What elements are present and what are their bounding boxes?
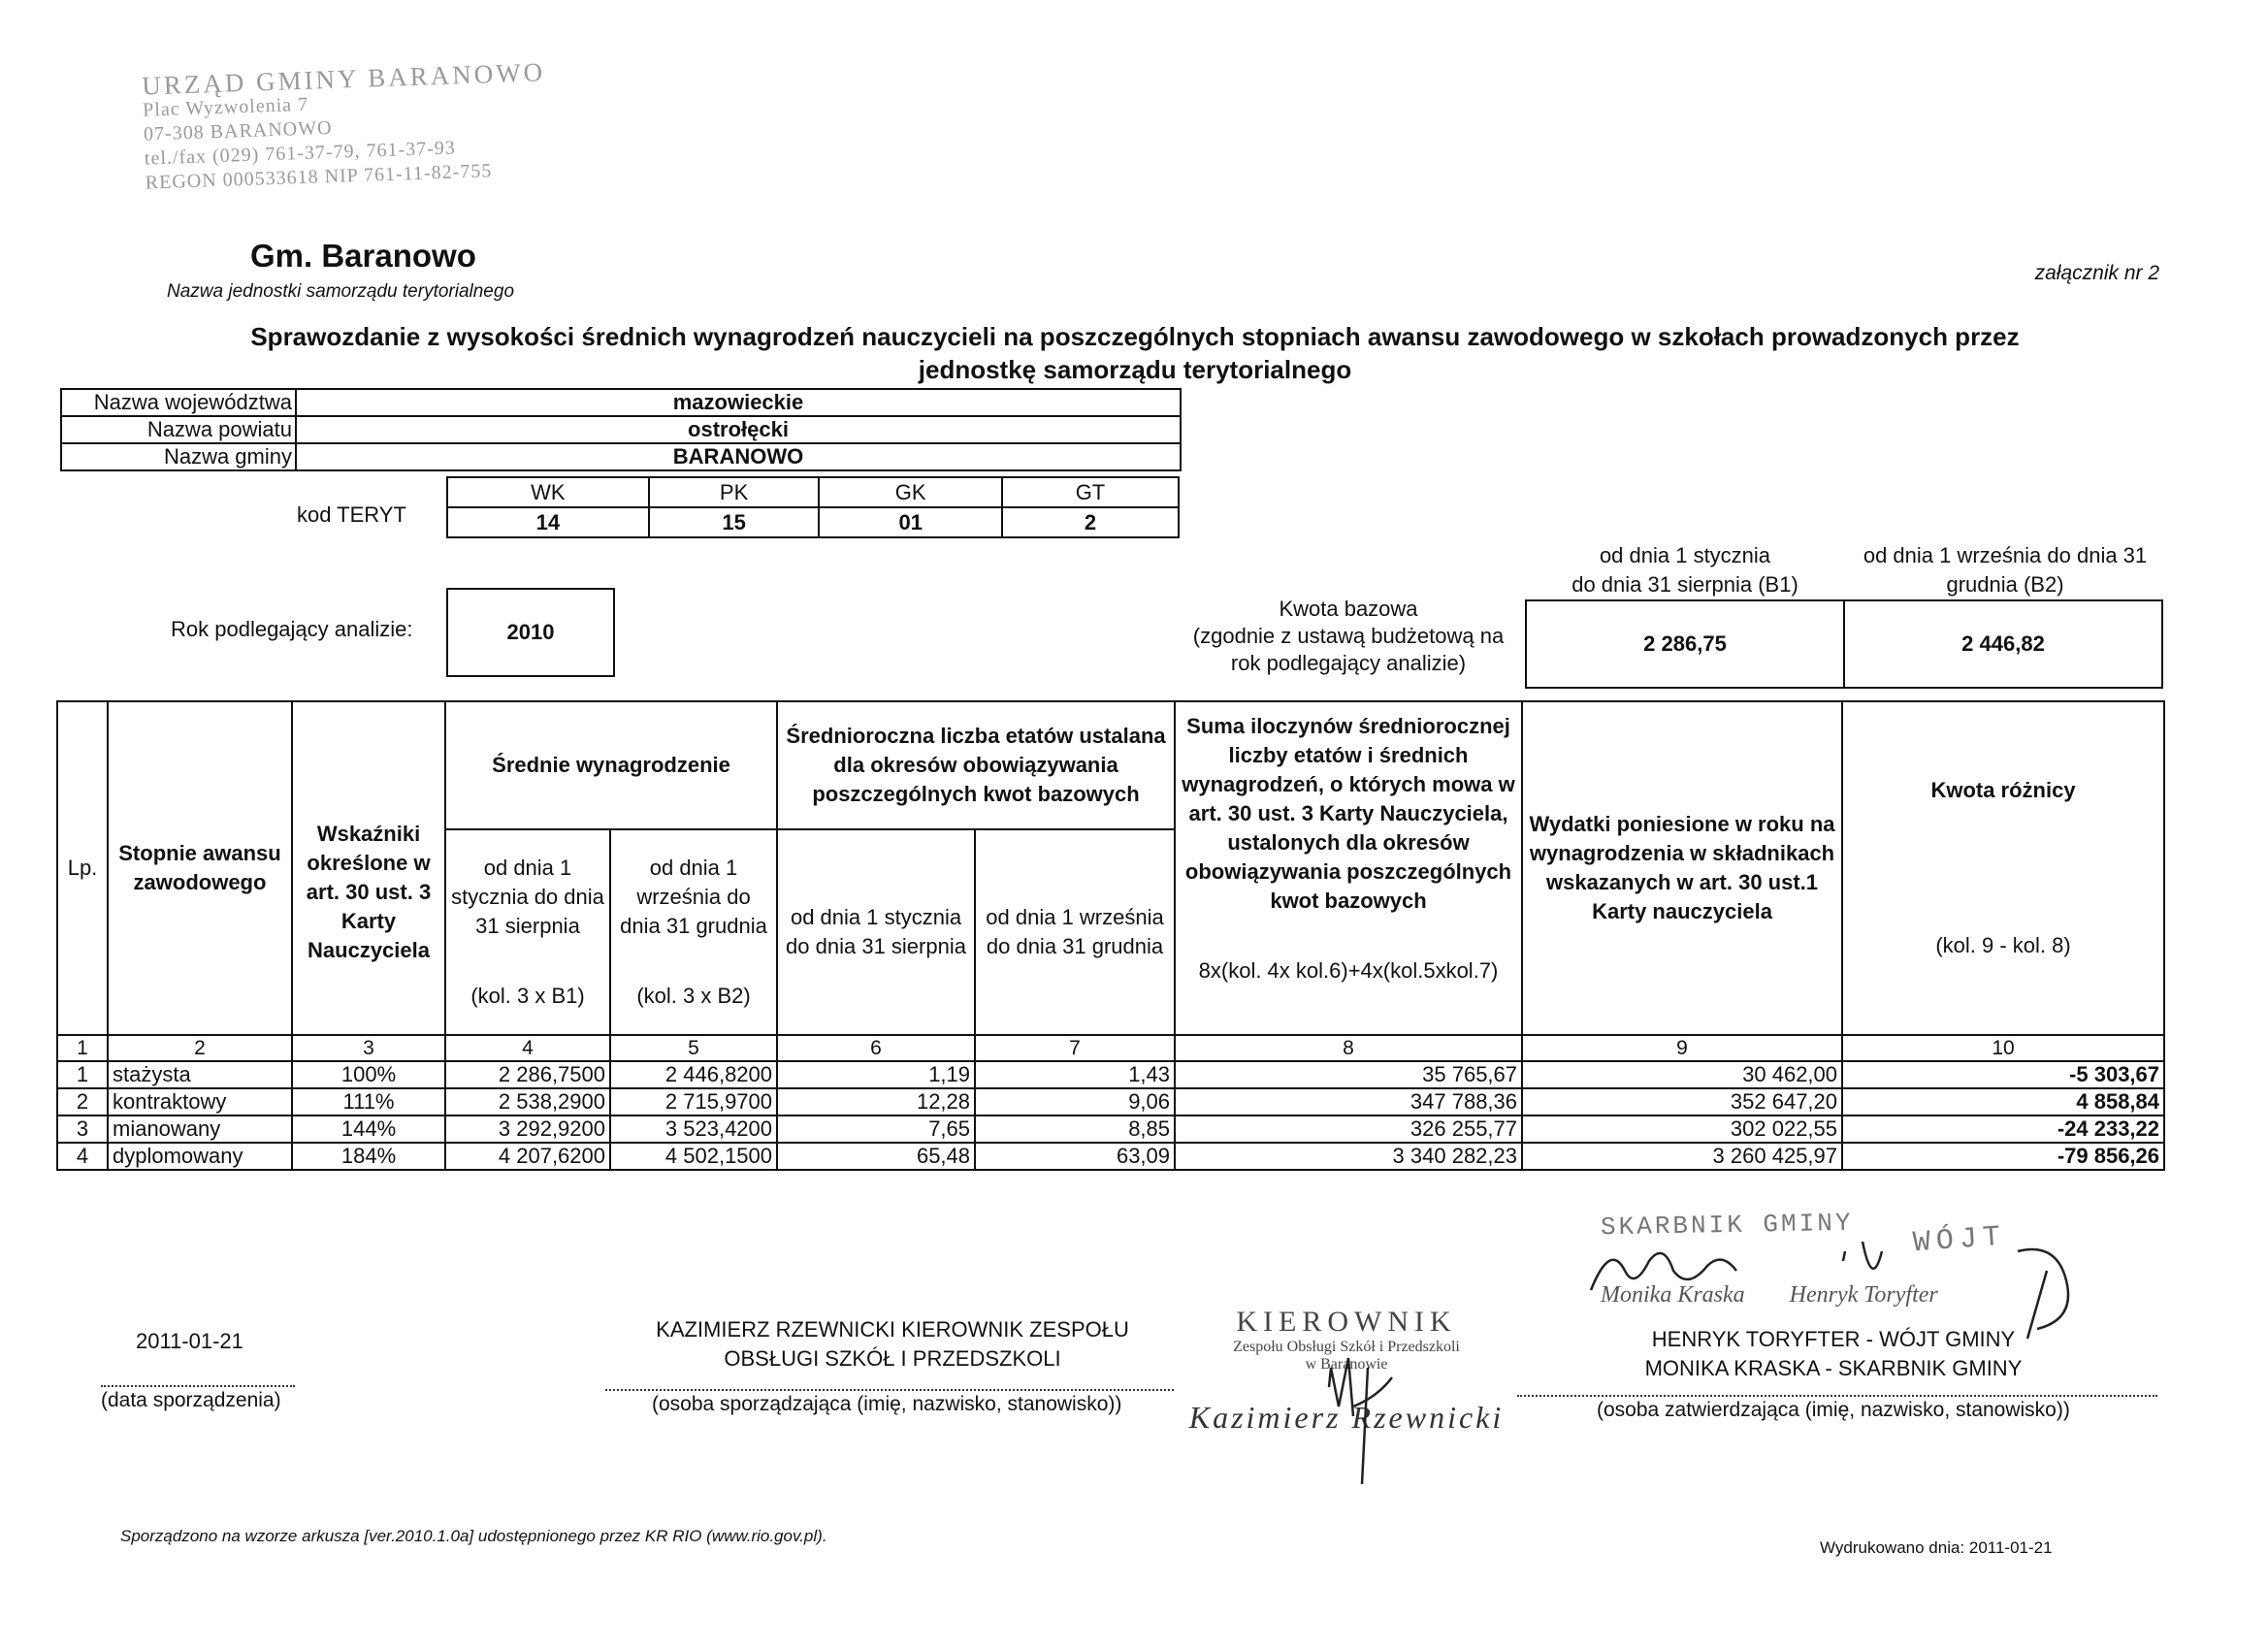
cell-wsk: 100% (292, 1061, 445, 1088)
powiat-value: ostrołęcki (296, 416, 1181, 443)
header-suma-formula: 8x(kol. 4x kol.6)+4x(kol.5xkol.7) (1198, 958, 1499, 983)
preparer-line: OBSŁUGI SZKÓŁ I PRZEDSZKOLI (724, 1346, 1061, 1371)
cell-lp: 2 (57, 1088, 108, 1116)
col-number: 2 (108, 1035, 292, 1061)
cell-sr-b: 4 502,1500 (610, 1143, 777, 1170)
header-sr-b (610, 829, 777, 1035)
header-wydatki: Wydatki poniesione w roku na wynagrodzenia w składnikach wskazanych w art. 30 ust.1 Karty nauczyciela (1522, 701, 1842, 1035)
b1-header-line: do dnia 31 sierpnia (B1) (1571, 572, 1798, 597)
cell-suma: 35 765,67 (1175, 1061, 1522, 1088)
cell-stopien: dyplomowany (108, 1143, 292, 1170)
base-label-line: (zgodnie z ustawą budżetową na (1192, 624, 1505, 648)
signature-skarbnik (1581, 1232, 1746, 1300)
approver-caption: (osoba zatwierdzająca (imię, nazwisko, stanowisko)) (1597, 1399, 2070, 1421)
approver-line: HENRYK TORYFTER - WÓJT GMINY (1651, 1327, 2016, 1351)
cell-wydatki: 302 022,55 (1522, 1116, 1842, 1143)
base-label-line: Kwota bazowa (1279, 597, 1418, 621)
approver-line: MONIKA KRASKA - SKARBNIK GMINY (1644, 1356, 2023, 1380)
header-wskazniki: Wskaźniki określone w art. 30 ust. 3 Karty Nauczyciela (292, 701, 445, 1035)
cell-stopien: stażysta (108, 1061, 292, 1088)
year-label: Rok podlegający analizie: (171, 617, 413, 641)
teryt-value-gk: 01 (819, 507, 1002, 537)
stamp-line: REGON 000533618 NIP 761-11-82-755 (145, 160, 493, 194)
title-line-1: Sprawozdanie z wysokości średnich wynagrodzeń nauczycieli na poszczególnych stopniach awansu zawodowego w szkołach prowadzonych przez (250, 322, 2020, 351)
cell-roznica: -24 233,22 (1842, 1116, 2164, 1143)
cell-wydatki: 352 647,20 (1522, 1088, 1842, 1116)
b2-header (1845, 541, 2165, 599)
preparer-name (621, 1315, 1164, 1374)
col-number: 7 (975, 1035, 1175, 1061)
teryt-value-wk: 14 (447, 507, 649, 537)
teryt-value-pk: 15 (649, 507, 820, 537)
b1-header-line: od dnia 1 stycznia (1599, 543, 1771, 567)
wojewodztwo-value: mazowieckie (296, 389, 1181, 416)
kierownik-stamp-name: Kazimierz Rzewnicki (1188, 1400, 1505, 1435)
cell-et-a: 12,28 (777, 1088, 975, 1116)
cell-et-a: 1,19 (777, 1061, 975, 1088)
report-date: 2011-01-21 (136, 1329, 243, 1353)
wojewodztwo-label: Nazwa województwa (61, 389, 296, 416)
table-row (57, 1061, 2164, 1088)
header-suma (1175, 701, 1522, 1035)
wojt-name: Henryk Toryfter (1789, 1282, 1938, 1308)
b2-header-line: od dnia 1 września do dnia 31 (1863, 543, 2148, 567)
cell-wsk: 184% (292, 1143, 445, 1170)
wojt-stamp: WÓJT (1911, 1220, 2008, 1261)
header-kwota-text: Kwota różnicy (1930, 778, 2076, 802)
footer-note: Sporządzono na wzorze arkusza [ver.2010.1.0a] udostępnionego przez KR RIO (www.rio.gov.pl). (120, 1527, 827, 1545)
base-label-line: rok podlegający analizie) (1230, 651, 1467, 675)
gmina-value: BARANOWO (296, 443, 1181, 470)
kierownik-stamp-line: Zespołu Obsługi Szkół i Przedszkoli (1233, 1339, 1460, 1355)
cell-suma: 347 788,36 (1175, 1088, 1522, 1116)
cell-sr-a: 4 207,6200 (445, 1143, 610, 1170)
header-lp: Lp. (57, 701, 108, 1035)
salary-table (56, 700, 2165, 1171)
cell-wsk: 111% (292, 1088, 445, 1116)
teryt-header-pk: PK (649, 477, 820, 507)
col-number: 8 (1175, 1035, 1522, 1061)
attachment-label: załącznik nr 2 (2034, 262, 2159, 284)
cell-wydatki: 3 260 425,97 (1522, 1143, 1842, 1170)
header-suma-text: Suma iloczynów średniorocznej liczby etatów i średnich wynagrodzeń, o których mowa w art. 30 ust. 3 Karty Nauczyciela, ustalonych dla okresów obowiązywania poszczególnych kwot bazowych (1182, 714, 1515, 913)
skarbnik-stamp: SKARBNIK GMINY (1600, 1208, 1854, 1243)
signature-kierownik (1300, 1339, 1416, 1494)
title-line-2: jednostkę samorządu terytorialnego (918, 355, 1352, 384)
cell-et-a: 7,65 (777, 1116, 975, 1143)
cell-sr-b: 2 446,8200 (610, 1061, 777, 1088)
header-kwota-formula: (kol. 9 - kol. 8) (1935, 933, 2071, 957)
preparer-line: KAZIMIERZ RZEWNICKI KIEROWNIK ZESPOŁU (656, 1317, 1129, 1342)
b2-value: 2 446,82 (1844, 600, 2162, 688)
b1-header (1525, 541, 1845, 599)
base-amount-label (1174, 596, 1523, 677)
approver-name (1581, 1325, 2086, 1383)
teryt-header-gt: GT (1002, 477, 1179, 507)
cell-suma: 3 340 282,23 (1175, 1143, 1522, 1170)
cell-roznica: 4 858,84 (1842, 1088, 2164, 1116)
cell-sr-a: 3 292,9200 (445, 1116, 610, 1143)
preparer-line-dots (605, 1389, 1174, 1391)
teryt-header-gk: GK (819, 477, 1002, 507)
header-sr-a-text: od dnia 1 stycznia do dnia 31 sierpnia (451, 856, 604, 938)
location-table (60, 388, 1182, 471)
cell-lp: 1 (57, 1061, 108, 1088)
col-number: 6 (777, 1035, 975, 1061)
kierownik-stamp-line: w Baranowie (1305, 1356, 1388, 1373)
powiat-label: Nazwa powiatu (61, 416, 296, 443)
cell-roznica: -79 856,26 (1842, 1143, 2164, 1170)
col-number: 4 (445, 1035, 610, 1061)
cell-wydatki: 30 462,00 (1522, 1061, 1842, 1088)
cell-suma: 326 255,77 (1175, 1116, 1522, 1143)
cell-et-b: 63,09 (975, 1143, 1175, 1170)
col-number: 9 (1522, 1035, 1842, 1061)
teryt-table (446, 476, 1180, 538)
jst-name: Gm. Baranowo (250, 238, 476, 274)
col-number: 1 (57, 1035, 108, 1061)
cell-sr-b: 3 523,4200 (610, 1116, 777, 1143)
b2-header-line: grudnia (B2) (1946, 572, 2064, 597)
teryt-value-gt: 2 (1002, 507, 1179, 537)
report-title (155, 320, 2115, 386)
cell-et-b: 1,43 (975, 1061, 1175, 1088)
table-row (57, 1088, 2164, 1116)
stamp-line: 07-308 BARANOWO (143, 116, 333, 146)
cell-sr-a: 2 538,2900 (445, 1088, 610, 1116)
approver-line-dots (1517, 1395, 2157, 1397)
date-caption: (data sporządzenia) (101, 1389, 281, 1411)
header-sr-b-text: od dnia 1 września do dnia 31 grudnia (620, 856, 767, 938)
cell-stopien: mianowany (108, 1116, 292, 1143)
stamp-line: URZĄD GMINY BARANOWO (141, 57, 546, 101)
cell-sr-a: 2 286,7500 (445, 1061, 610, 1088)
date-line (101, 1385, 295, 1387)
base-amount-table (1525, 599, 2163, 689)
col-number: 10 (1842, 1035, 2164, 1061)
teryt-header-wk: WK (447, 477, 649, 507)
header-srednie: Średnie wynagrodzenie (445, 701, 777, 829)
cell-lp: 3 (57, 1116, 108, 1143)
cell-et-b: 8,85 (975, 1116, 1175, 1143)
preparer-caption: (osoba sporządzająca (imię, nazwisko, stanowisko)) (652, 1393, 1122, 1415)
col-number: 3 (292, 1035, 445, 1061)
header-et-b: od dnia 1 września do dnia 31 grudnia (975, 829, 1175, 1035)
skarbnik-name: Monika Kraska (1601, 1282, 1745, 1308)
stamp-line: tel./fax (029) 761-37-79, 761-37-93 (144, 137, 457, 170)
header-etaty: Średnioroczna liczba etatów ustalana dla okresów obowiązywania poszczególnych kwot bazowych (777, 701, 1175, 829)
jst-caption: Nazwa jednostki samorządu terytorialnego (167, 281, 515, 302)
cell-roznica: -5 303,67 (1842, 1061, 2164, 1088)
b1-value: 2 286,75 (1526, 600, 1844, 688)
cell-et-a: 65,48 (777, 1143, 975, 1170)
header-stopnie: Stopnie awansu zawodowego (108, 701, 292, 1035)
table-row (57, 1116, 2164, 1143)
header-kwota (1842, 701, 2164, 1035)
kierownik-stamp-title: KIEROWNIK (1236, 1306, 1457, 1338)
col-number: 5 (610, 1035, 777, 1061)
cell-stopien: kontraktowy (108, 1088, 292, 1116)
stamp-line: Plac Wyzwolenia 7 (142, 93, 309, 121)
printed-date: Wydrukowano dnia: 2011-01-21 (1820, 1538, 2053, 1557)
header-et-a: od dnia 1 stycznia do dnia 31 sierpnia (777, 829, 975, 1035)
header-sr-b-formula: (kol. 3 x B2) (636, 984, 751, 1008)
teryt-label: kod TERYT (297, 502, 406, 527)
table-row (57, 1143, 2164, 1170)
gmina-label: Nazwa gminy (61, 443, 296, 470)
cell-sr-b: 2 715,9700 (610, 1088, 777, 1116)
year-value: 2010 (446, 588, 615, 677)
header-sr-a-formula: (kol. 3 x B1) (470, 984, 585, 1008)
cell-wsk: 144% (292, 1116, 445, 1143)
office-stamp (141, 57, 546, 195)
cell-lp: 4 (57, 1143, 108, 1170)
cell-et-b: 9,06 (975, 1088, 1175, 1116)
header-sr-a (445, 829, 610, 1035)
